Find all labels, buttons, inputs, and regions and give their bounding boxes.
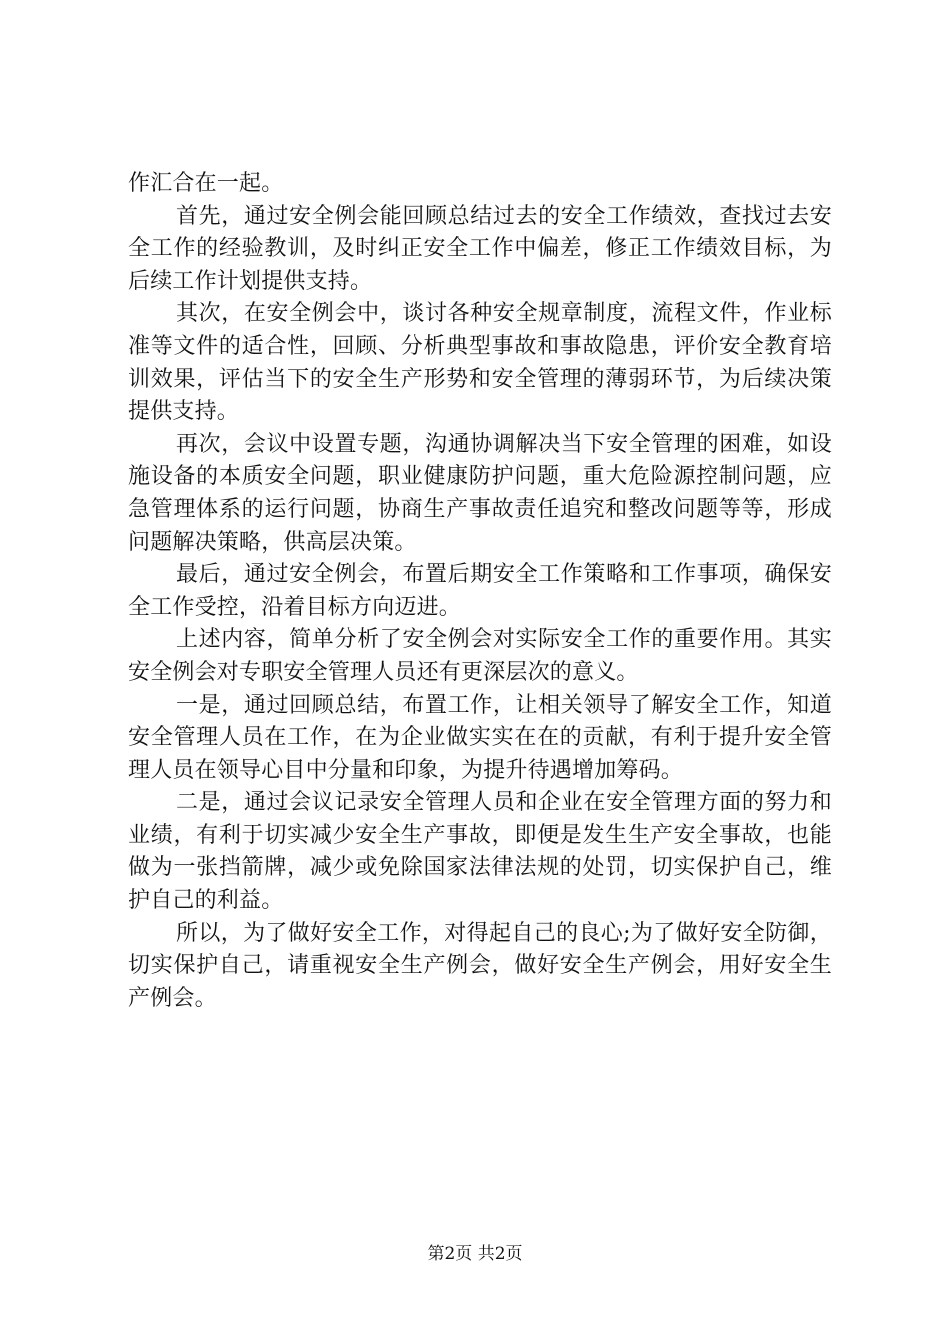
document-body	[128, 168, 832, 1015]
paragraph-1: 作汇合在一起。	[128, 171, 284, 196]
paragraph-9: 所以，为了做好安全工作，对得起自己的良心;为了做好安全防御，切实保护自己，请重视安全生产例会，做好安全生产例会，用好安全生产例会。	[128, 920, 832, 1011]
paragraph-2: 首先，通过安全例会能回顾总结过去的安全工作绩效，查找过去安全工作的经验教训，及时纠正安全工作中偏差，修正工作绩效目标，为后续工作计划提供支持。	[128, 203, 832, 294]
page-footer: 第2页 共2页	[427, 1244, 523, 1264]
paragraph-3: 其次，在安全例会中，谈讨各种安全规章制度，流程文件，作业标准等文件的适合性，回顾、分析典型事故和事故隐患，评价安全教育培训效果，评估当下的安全生产形势和安全管理的薄弱环节，为后续决策提供支持。	[128, 301, 832, 425]
paragraph-7: 一是，通过回顾总结，布置工作，让相关领导了解安全工作，知道安全管理人员在工作，在为企业做实实在在的贡献，有利于提升安全管理人员在领导心目中分量和印象，为提升待遇增加筹码。	[128, 692, 832, 783]
paragraph-8: 二是，通过会议记录安全管理人员和企业在安全管理方面的努力和业绩，有利于切实减少安全生产事故，即便是发生生产安全事故，也能做为一张挡箭牌，减少或免除国家法律法规的处罚，切实保护自己，维护自己的利益。	[128, 790, 832, 914]
paragraph-5: 最后，通过安全例会，布置后期安全工作策略和工作事项，确保安全工作受控，沿着目标方向迈进。	[128, 562, 832, 620]
paragraph-6: 上述内容，简单分析了安全例会对实际安全工作的重要作用。其实安全例会对专职安全管理人员还有更深层次的意义。	[128, 627, 832, 685]
paragraph-4: 再次，会议中设置专题，沟通协调解决当下安全管理的困难，如设施设备的本质安全问题，职业健康防护问题，重大危险源控制问题，应急管理体系的运行问题，协商生产事故责任追究和整改问题等等，形成问题解决策略，供高层决策。	[128, 431, 832, 555]
